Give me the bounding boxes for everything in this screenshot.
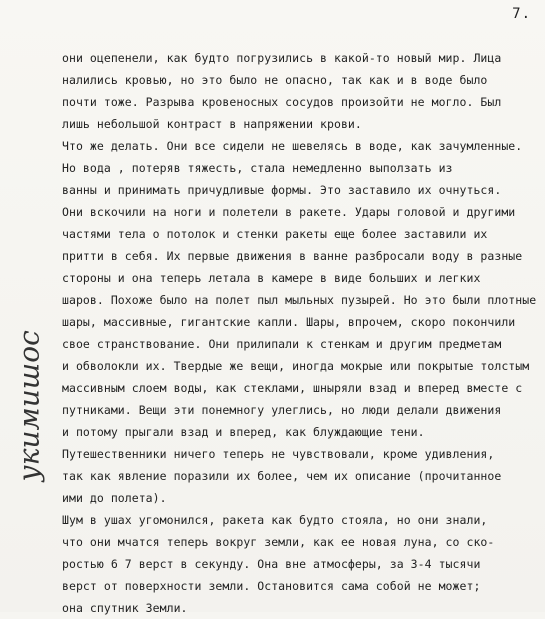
text-line: Они вскочили на ноги и полетели в ракете. Удары головой и другими <box>62 205 516 219</box>
text-line: налились кровью, но это было не опасно, так как и в воде было <box>62 73 488 87</box>
text-line: и потому прыгали взад и вперед, как блуждающие тени. <box>62 425 425 439</box>
text-line: шары, массивные, гигантские капли. Шары, впрочем, скоро покончили <box>62 315 516 329</box>
text-line: так как явление поразили их более, чем их описание (прочитанное <box>62 469 502 483</box>
text-line: ростью 6 7 верст в секунду. Она вне атмосферы, за 3-4 тысячи <box>62 557 481 571</box>
text-line: Шум в ушах угомонился, ракета как будто стояла, но они знали, <box>62 513 488 527</box>
text-line: стороны и она теперь летала в камере в виде больших и легких <box>62 271 481 285</box>
text-line: и обволокли их. Твердые же вещи, иногда мокрые или покрытые толстым <box>62 359 530 373</box>
typed-text-body <box>62 47 540 619</box>
text-line: путниками. Вещи эти понемногу улеглись, но люди делали движения <box>62 403 502 417</box>
text-line: шаров. Похоже было на полет пыл мыльных пузырей. Но это были плотные <box>62 293 537 307</box>
page-number: 7. <box>512 6 531 22</box>
text-line: массивным слоем воды, как стеклами, шныряли взад и вперед вместе с <box>62 381 523 395</box>
text-line: она спутник Земли. <box>62 601 188 615</box>
text-line: ванны и принимать причудливые формы. Это заставило их очнуться. <box>62 183 502 197</box>
text-line: ими до полета). <box>62 491 167 505</box>
text-line: Путешественники ничего теперь не чувствовали, кроме удивления, <box>62 447 495 461</box>
handwritten-margin-note: укимишос <box>12 330 46 482</box>
text-line: что они мчатся теперь вокруг земли, как ее новая луна, со ско- <box>62 535 495 549</box>
text-line: Но вода , потеряв тяжесть, стала немедленно выползать из <box>62 161 453 175</box>
text-line: свое странствование. Они прилипали к стенкам и другим предметам <box>62 337 502 351</box>
text-line: частями тела о потолок и стенки ракеты еще более заставили их <box>62 227 488 241</box>
text-line: Что же делать. Они все сидели не шевелясь в воде, как зачумленные. <box>62 139 523 153</box>
text-line: почти тоже. Разрыва кровеносных сосудов произойти не могло. Был <box>62 95 502 109</box>
text-line: притти в себя. Их первые движения в ванне разбросали воду в разные <box>62 249 523 263</box>
text-line: они оцепенели, как будто погрузились в какой-то новый мир. Лица <box>62 51 502 65</box>
text-line: верст от поверхности земли. Остановится сама собой не может; <box>62 579 481 593</box>
text-line: лишь небольшой контраст в напряжении крови. <box>62 117 362 131</box>
